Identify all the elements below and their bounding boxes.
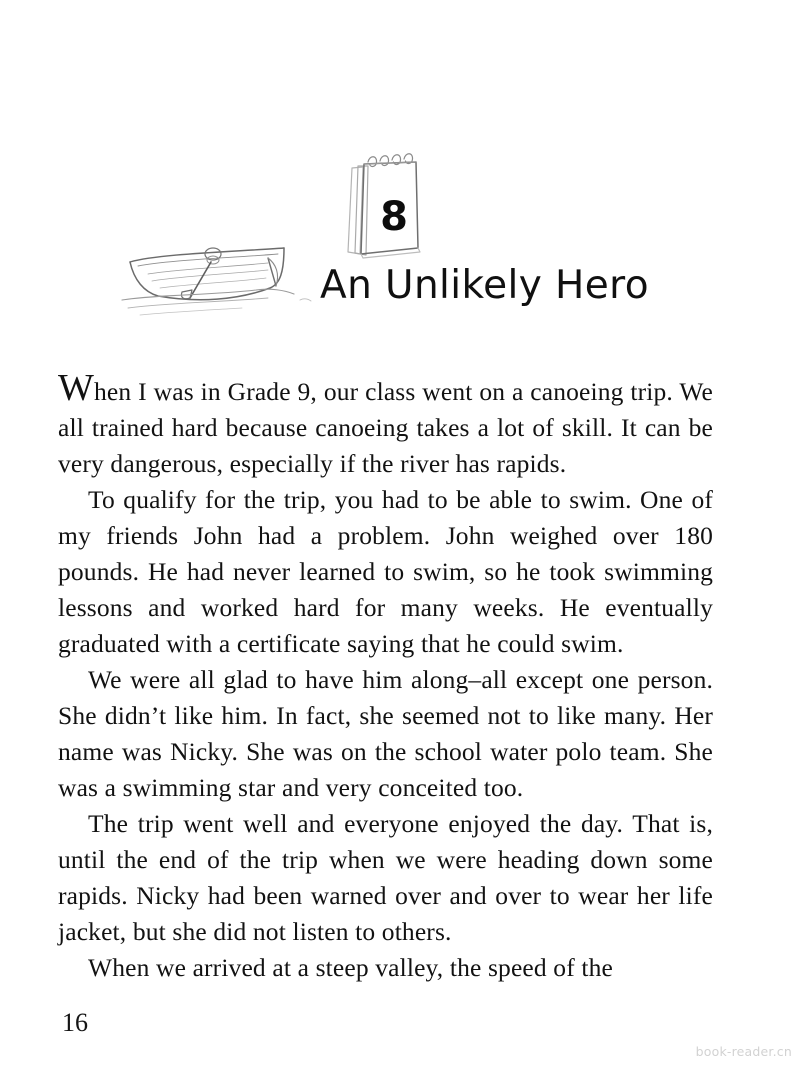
watermark: book-reader.cn <box>695 1044 792 1059</box>
paragraph-text: We were all glad to have him along–all except one person. She didn’t like him. In fact, she seemed not to like many. Her name was Nicky. She was on the school water polo team. She was a swimming star and very conceited too. <box>58 665 713 802</box>
body-text <box>58 367 713 986</box>
paragraph <box>58 806 713 950</box>
chapter-title: An Unlikely Hero <box>320 263 649 308</box>
paragraph <box>58 482 713 662</box>
paragraph-text: The trip went well and everyone enjoyed the day. That is, until the end of the trip when we were heading down some rapids. Nicky had been warned over and over to wear her life jacket, but she did not listen to others. <box>58 809 713 946</box>
paragraph-text: hen I was in Grade 9, our class went on a canoeing trip. We all trained hard because canoeing takes a lot of skill. It can be very dangerous, especially if the river has rapids. <box>58 377 713 478</box>
page-number: 16 <box>62 1008 88 1037</box>
paragraph <box>58 950 713 986</box>
chapter-number: 8 <box>380 194 408 240</box>
paragraph <box>58 367 713 482</box>
canoe-sketch-icon <box>118 240 313 325</box>
paragraph <box>58 662 713 806</box>
initial-capital: W <box>58 367 95 409</box>
paragraph-text: When we arrived at a steep valley, the speed of the <box>88 953 613 982</box>
chapter-header <box>0 130 800 340</box>
paragraph-text: To qualify for the trip, you had to be able to swim. One of my friends John had a problem. John weighed over 180 pounds. He had never learned to swim, so he took swimming lessons and worked hard for many weeks. He eventually graduated with a certificate saying that he could swim. <box>58 485 713 658</box>
